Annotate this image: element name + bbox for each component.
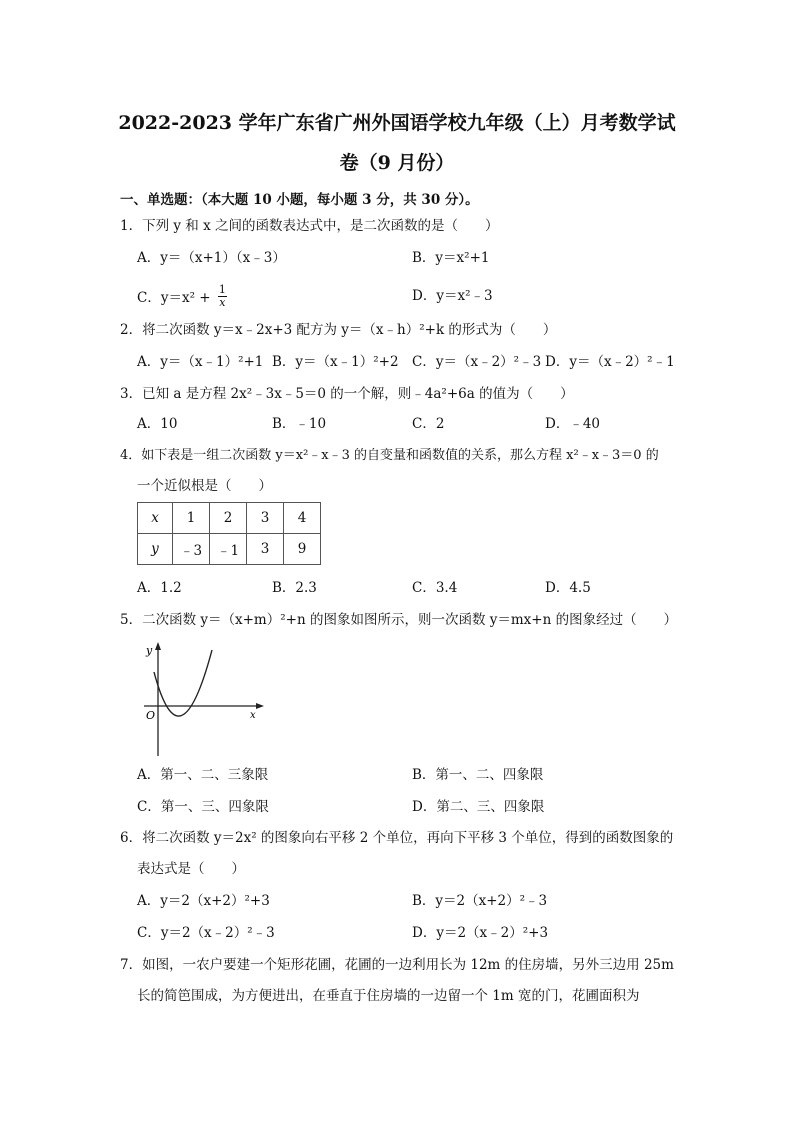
- question-6-stem-continued: 表达式是（ ）: [137, 861, 245, 877]
- question-3-stem: 3．已知 a 是方程 2x²﹣3x﹣5＝0 的一个解，则﹣4a²+6a 的值为（ ）: [120, 386, 574, 402]
- table-cell: 4: [284, 503, 321, 534]
- question-1-stem: 1．下列 y 和 x 之间的函数表达式中，是二次函数的是（ ）: [120, 218, 499, 234]
- section-heading: 一、单选题：（本大题 10 小题，每小题 3 分，共 30 分）。: [120, 192, 479, 208]
- table-row-x: [138, 503, 321, 534]
- table-cell: 2: [210, 503, 247, 534]
- question-1-option-a: A．y＝（x+1）（x﹣3）: [137, 250, 286, 266]
- fraction-denominator: x: [219, 296, 226, 309]
- question-6-stem: 6．将二次函数 y＝2x² 的图象向右平移 2 个单位，再向下平移 3 个单位，得到的函数图象的: [120, 830, 674, 846]
- question-3-option-a: A．10: [137, 416, 178, 432]
- page-title-continued: 卷（9 月份）: [339, 152, 455, 174]
- question-6-option-a: A．y＝2（x+2）²+3: [137, 893, 270, 909]
- question-2-option-d: D．y＝（x﹣2）²﹣1: [545, 354, 675, 370]
- question-1-option-d: D．y＝x²﹣3: [412, 288, 493, 304]
- y-axis-arrow: [155, 642, 161, 650]
- question-5-option-d: D．第二、三、四象限: [412, 799, 545, 815]
- question-6-option-c: C．y＝2（x﹣2）²﹣3: [137, 925, 275, 941]
- table-cell: 3: [247, 534, 284, 565]
- question-2-option-b: B．y＝（x﹣1）²+2: [272, 354, 399, 370]
- question-6-option-d: D．y＝2（x﹣2）²+3: [412, 925, 549, 941]
- fraction-numerator: 1: [218, 283, 226, 296]
- x-axis-arrow: [256, 703, 264, 709]
- question-1-option-b: B．y＝x²+1: [412, 250, 490, 266]
- question-4-stem-continued: 一个近似根是（ ）: [137, 478, 272, 494]
- table-row-y: [138, 534, 321, 565]
- question-6-option-b: B．y＝2（x+2）²﹣3: [412, 893, 548, 909]
- question-4-option-b: B．2.3: [272, 580, 317, 596]
- table-cell: 9: [284, 534, 321, 565]
- question-7-stem: 7．如图，一农户要建一个矩形花圃，花圃的一边利用长为 12m 的住房墙，另外三边用 25m: [120, 957, 674, 973]
- table-header-x: x: [138, 503, 173, 534]
- question-3-option-d: D．﹣40: [545, 416, 601, 432]
- question-2-option-a: A．y＝（x﹣1）²+1: [137, 354, 264, 370]
- table-cell: ﹣3: [173, 534, 210, 565]
- parabola-graph: [140, 640, 270, 758]
- question-4-option-c: C．3.4: [412, 580, 458, 596]
- question-1-option-c: [137, 283, 227, 311]
- value-table: [137, 502, 321, 565]
- question-7-stem-continued: 长的简笆围成，为方便进出，在垂直于住房墙的一边留一个 1m 宽的门，花圃面积为: [137, 988, 640, 1004]
- origin-label: O: [146, 709, 156, 722]
- question-4-option-a: A．1.2: [137, 580, 182, 596]
- question-5-option-a: A．第一、二、三象限: [137, 767, 269, 783]
- question-5-option-c: C．第一、三、四象限: [137, 799, 269, 815]
- question-4-option-d: D．4.5: [545, 580, 591, 596]
- table-header-y: y: [138, 534, 173, 565]
- question-4-stem: 4．如下表是一组二次函数 y＝x²﹣x﹣3 的自变量和函数值的关系，那么方程 x²﹣x﹣3＝0 的: [120, 448, 659, 463]
- fraction: [218, 284, 227, 309]
- table-cell: ﹣1: [210, 534, 247, 565]
- table-cell: 3: [247, 503, 284, 534]
- question-3-option-b: B．﹣10: [272, 416, 327, 432]
- page-title: 2022-2023 学年广东省广州外国语学校九年级（上）月考数学试: [118, 112, 676, 134]
- question-5-stem: 5．二次函数 y＝（x+m）²+n 的图象如图所示，则一次函数 y＝mx+n 的图象经过（ ）: [120, 612, 678, 628]
- question-2-option-c: C．y＝（x﹣2）²﹣3: [412, 354, 542, 370]
- question-5-option-b: B．第一、二、四象限: [412, 767, 544, 783]
- table-cell: 1: [173, 503, 210, 534]
- question-2-stem: 2．将二次函数 y＝x﹣2x+3 配方为 y＝（x﹣h）²+k 的形式为（ ）: [120, 322, 557, 338]
- question-1-option-c-text: C．y＝x² +: [137, 290, 211, 306]
- y-axis-label: y: [146, 644, 153, 657]
- question-3-option-c: C．2: [412, 416, 445, 432]
- x-axis-label: x: [250, 710, 256, 721]
